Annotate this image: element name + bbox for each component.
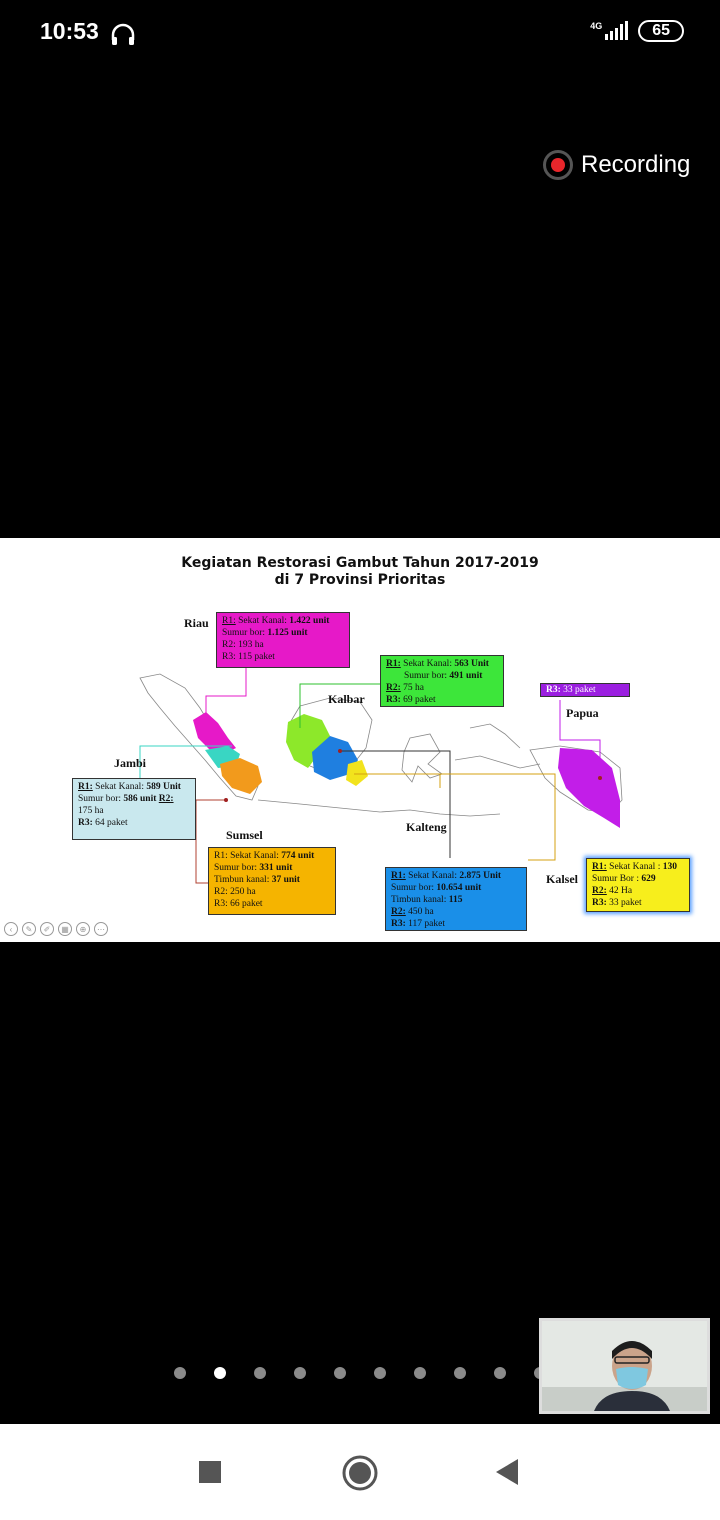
page-dot[interactable] xyxy=(414,1367,426,1379)
triangle-back-icon[interactable] xyxy=(494,1458,520,1486)
signal-icon xyxy=(590,21,628,41)
label-riau: Riau xyxy=(184,616,209,630)
circle-home-icon[interactable] xyxy=(341,1454,379,1492)
papua-info-box: R3: 33 paket xyxy=(540,683,630,697)
sumsel-region xyxy=(220,758,262,794)
kalbar-info-box: R1: Sekat Kanal: 563 Unit Sumur bor: 491 unit R2: 75 ha R3: 69 paket xyxy=(380,655,504,707)
label-kalteng: Kalteng xyxy=(406,820,447,834)
page-dot[interactable] xyxy=(454,1367,466,1379)
zoom-icon[interactable]: ⊕ xyxy=(76,922,90,936)
label-papua: Papua xyxy=(566,706,599,720)
jambi-info-box: R1: Sekat Kanal: 589 Unit Sumur bor: 586 unit R2: 175 ha R3: 64 paket xyxy=(72,778,196,840)
kalsel-info-box: R1: Sekat Kanal : 130 Sumur Bor : 629 R2: 42 Ha R3: 33 paket xyxy=(586,858,690,912)
riau-info-box: R1: Sekat Kanal: 1.422 unit Sumur bor: 1.125 unit R2: 193 ha R3: 115 paket xyxy=(216,612,350,668)
sumsel-info-box: R1: Sekat Kanal: 774 unit Sumur bor: 331 unit Timbun kanal: 37 unit R2: 250 ha R3: 66 paket xyxy=(208,847,336,915)
slide-title-line1: Kegiatan Restorasi Gambut Tahun 2017-2019 xyxy=(181,555,539,571)
page-dot[interactable] xyxy=(494,1367,506,1379)
label-kalsel: Kalsel xyxy=(546,872,578,886)
slides-grid-icon[interactable]: ▦ xyxy=(58,922,72,936)
more-options-icon[interactable]: ⋯ xyxy=(94,922,108,936)
slide-title-line2: di 7 Provinsi Prioritas xyxy=(274,572,446,588)
label-sumsel: Sumsel xyxy=(226,828,263,842)
square-recents-icon[interactable] xyxy=(198,1460,222,1484)
record-dot-icon xyxy=(543,150,573,180)
page-dot[interactable] xyxy=(174,1367,186,1379)
prev-slide-icon[interactable]: ‹ xyxy=(4,922,18,936)
slide-toolbar xyxy=(4,922,108,936)
page-dot[interactable] xyxy=(374,1367,386,1379)
recording-label: Recording xyxy=(581,151,691,178)
page-dot-active[interactable] xyxy=(214,1367,226,1379)
pen-icon[interactable]: ✎ xyxy=(22,922,36,936)
battery-indicator: 65 xyxy=(638,20,684,42)
self-video-thumbnail[interactable] xyxy=(539,1318,710,1414)
kalsel-region xyxy=(346,760,368,786)
recording-indicator xyxy=(543,150,690,180)
shared-slide[interactable] xyxy=(0,538,720,942)
highlighter-icon[interactable]: ✐ xyxy=(40,922,54,936)
status-time: 10:53 xyxy=(40,18,99,44)
kalteng-info-box: R1: Sekat Kanal: 2.875 Unit Sumur bor: 10.654 unit Timbun kanal: 115 R2: 450 ha R3: 117 paket xyxy=(385,867,527,931)
headphones-icon xyxy=(110,22,136,48)
network-type: 4G xyxy=(590,21,603,31)
android-navigation-bar xyxy=(0,1424,720,1520)
page-indicator xyxy=(174,1367,546,1379)
page-dot[interactable] xyxy=(294,1367,306,1379)
page-dot[interactable] xyxy=(254,1367,266,1379)
participant-video-icon xyxy=(542,1321,707,1411)
papua-region xyxy=(558,748,620,828)
status-indicators xyxy=(590,20,684,42)
page-dot[interactable] xyxy=(334,1367,346,1379)
label-jambi: Jambi xyxy=(114,756,147,770)
label-kalbar: Kalbar xyxy=(328,692,365,706)
